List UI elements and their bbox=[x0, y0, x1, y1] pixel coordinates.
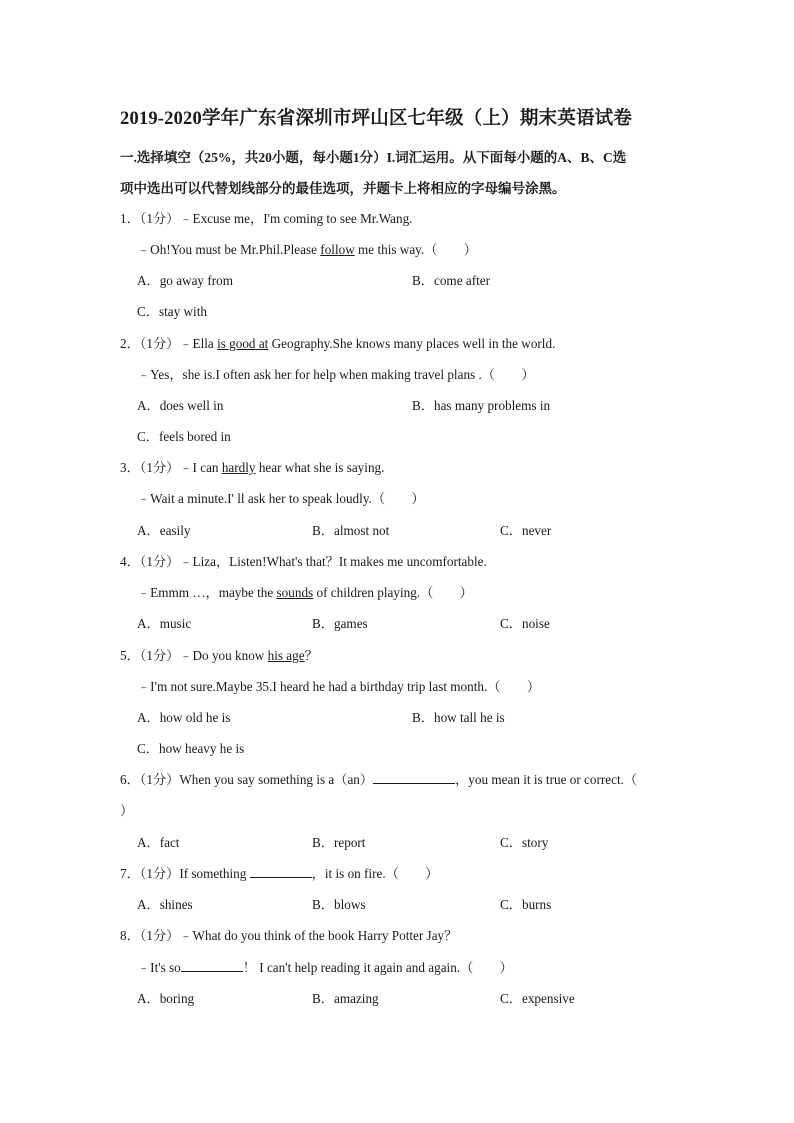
question-2-option-c[interactable]: C．feels bored in bbox=[137, 429, 231, 444]
question-7-option-b[interactable]: B．blows bbox=[312, 897, 366, 912]
question-8-text: 8．（1分）﹣What do you think of the book Harry Potter Jay？ bbox=[120, 928, 458, 943]
question-4-option-c[interactable]: C．noise bbox=[500, 616, 550, 631]
question-4-reply: ﹣Emmm …，maybe the sounds of children playing.（ ） bbox=[137, 585, 473, 600]
section-instructions-line2: 项中选出可以代替划线部分的最佳选项，并题卡上将相应的字母编号涂黑。 bbox=[120, 181, 566, 196]
question-3-reply: ﹣Wait a minute.I' ll ask her to speak loudly.（ ） bbox=[137, 491, 425, 506]
question-6-option-a[interactable]: A．fact bbox=[137, 835, 180, 850]
question-6-option-b[interactable]: B．report bbox=[312, 835, 366, 850]
question-2-option-a[interactable]: A．does well in bbox=[137, 398, 224, 413]
underlined-word: hardly bbox=[221, 460, 256, 475]
question-3-option-a[interactable]: A．easily bbox=[137, 523, 191, 538]
question-3-option-b[interactable]: B．almost not bbox=[312, 523, 390, 538]
question-2-reply: ﹣Yes，she is.I often ask her for help when making travel plans .（ ） bbox=[137, 367, 535, 382]
question-7-option-c[interactable]: C．burns bbox=[500, 897, 552, 912]
question-5-option-a[interactable]: A．how old he is bbox=[137, 710, 231, 725]
question-7-text: 7．（1分）If something ，it is on fire.（ ） bbox=[120, 866, 439, 881]
underlined-word: sounds bbox=[276, 585, 314, 600]
question-8-reply: ﹣It's so ！ I can't help reading it again and again.（ ） bbox=[137, 960, 513, 975]
question-1-option-c[interactable]: C．stay with bbox=[137, 304, 207, 319]
question-8-option-b[interactable]: B．amazing bbox=[312, 991, 379, 1006]
question-5-text: 5．（1分）﹣Do you know his age？ bbox=[120, 648, 318, 663]
question-3-text: 3．（1分）﹣I can hardly hear what she is saying. bbox=[120, 460, 385, 475]
question-8-option-c[interactable]: C．expensive bbox=[500, 991, 575, 1006]
section-instructions-line1: 一.选择填空（25%，共20小题，每小题1分）I.词汇运用。从下面每小题的A、B、C选 bbox=[120, 150, 627, 165]
question-4-option-b[interactable]: B．games bbox=[312, 616, 368, 631]
question-6-option-c[interactable]: C．story bbox=[500, 835, 549, 850]
answer-blank bbox=[181, 959, 243, 972]
question-3-option-c[interactable]: C．never bbox=[500, 523, 552, 538]
underlined-word: follow bbox=[320, 242, 355, 257]
page-title: 2019-2020学年广东省深圳市坪山区七年级（上）期末英语试卷 bbox=[120, 109, 633, 129]
question-2-text: 2．（1分）﹣Ella is good at Geography.She knows many places well in the world. bbox=[120, 336, 556, 351]
question-4-text: 4．（1分）﹣Liza，Listen!What's that？It makes me uncomfortable. bbox=[120, 554, 487, 569]
question-5-option-c[interactable]: C．how heavy he is bbox=[137, 741, 245, 756]
question-7-option-a[interactable]: A．shines bbox=[137, 897, 193, 912]
question-1-option-b[interactable]: B．come after bbox=[412, 273, 490, 288]
question-6-text: 6．（1分）When you say something is a（an） ，you mean it is true or correct.（ bbox=[120, 772, 638, 787]
underlined-phrase: is good at bbox=[217, 336, 269, 351]
answer-blank bbox=[373, 771, 455, 784]
question-5-reply: ﹣I'm not sure.Maybe 35.I heard he had a birthday trip last month.（ ） bbox=[137, 679, 541, 694]
question-4-option-a[interactable]: A．music bbox=[137, 616, 192, 631]
question-1-option-a[interactable]: A．go away from bbox=[137, 273, 233, 288]
question-8-option-a[interactable]: A．boring bbox=[137, 991, 195, 1006]
question-6-continuation: ） bbox=[120, 803, 134, 818]
question-5-option-b[interactable]: B．how tall he is bbox=[412, 710, 505, 725]
question-2-option-b[interactable]: B．has many problems in bbox=[412, 398, 551, 413]
question-1-text: 1．（1分）﹣Excuse me，I'm coming to see Mr.Wang. bbox=[120, 211, 413, 226]
answer-blank bbox=[250, 865, 312, 878]
underlined-phrase: his age bbox=[267, 648, 305, 663]
question-1-reply: ﹣Oh!You must be Mr.Phil.Please follow me this way.（ ） bbox=[137, 242, 477, 257]
